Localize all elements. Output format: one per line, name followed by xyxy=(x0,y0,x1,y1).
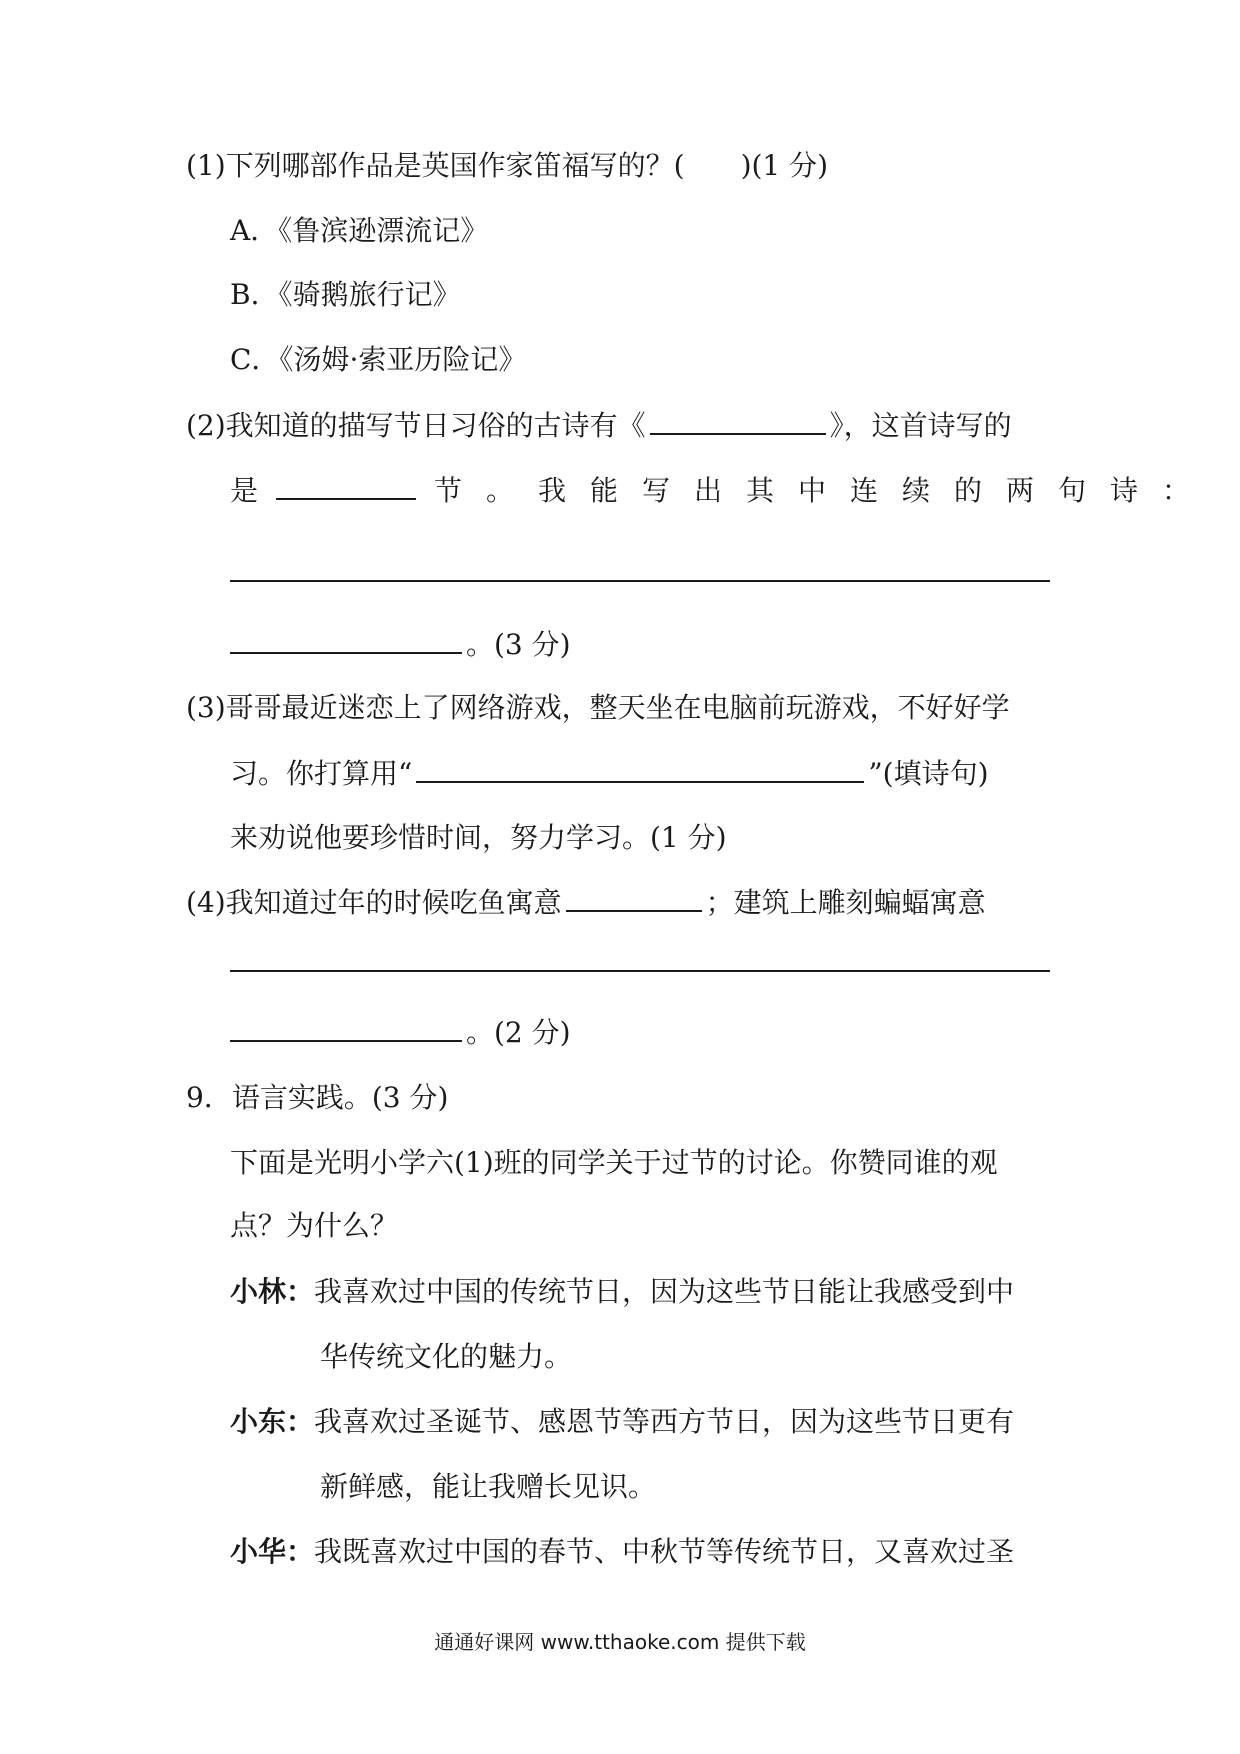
option-letter: C． xyxy=(230,343,280,376)
q8-sub4-line3 xyxy=(230,1012,571,1053)
q8-sub2-text-c: 是 xyxy=(230,474,259,507)
speaker-name: 小华： xyxy=(230,1535,315,1568)
poem-line-blank-2[interactable] xyxy=(230,624,462,654)
poem-title-blank[interactable] xyxy=(650,405,826,435)
q8-sub2-text-d: 节。我能写出其中连续的两句诗： xyxy=(434,474,1215,507)
q8-sub2-line2 xyxy=(230,470,1214,511)
bat-meaning-blank-1[interactable] xyxy=(230,970,1050,972)
q8-sub4-text-b: ；建筑上雕刻蝙蝠寓意 xyxy=(705,886,986,919)
q8-sub1-option-b xyxy=(230,275,461,315)
q9-title: 9．语言实践。(3 分) xyxy=(186,1081,449,1114)
bat-meaning-blank-2[interactable] xyxy=(230,1012,462,1042)
poem-quote-blank[interactable] xyxy=(416,753,864,783)
speaker-xiaodong-line1 xyxy=(230,1402,1014,1442)
q8-sub2-line1 xyxy=(186,405,1012,446)
q8-sub1-option-c xyxy=(230,340,526,380)
option-text: 《骑鹅旅行记》 xyxy=(278,278,461,311)
option-text: 《汤姆·索亚历险记》 xyxy=(279,343,527,376)
page-footer: 通通好课网 www.tthaoke.com 提供下载 xyxy=(434,1630,806,1654)
speaker-text: 我喜欢过中国的传统节日，因为这些节日能让我感受到中 xyxy=(314,1275,1015,1308)
option-text: 《鲁滨逊漂流记》 xyxy=(278,214,489,247)
speaker-text: 我既喜欢过中国的春节、中秋节等传统节日，又喜欢过圣 xyxy=(314,1535,1015,1568)
q9-prompt-line2: 点？为什么？ xyxy=(230,1209,399,1242)
speaker-xiaolin-line1 xyxy=(230,1272,1014,1312)
speaker-xiaohua-line1 xyxy=(230,1532,1014,1572)
q8-sub1-option-a xyxy=(230,211,488,251)
q8-sub2-line4 xyxy=(230,624,571,665)
q8-sub2-score: 。(3 分) xyxy=(466,628,571,661)
speaker-name: 小林： xyxy=(230,1275,315,1308)
speaker-name: 小东： xyxy=(230,1405,315,1438)
q8-sub2-text-b: 》，这首诗写的 xyxy=(829,409,1012,442)
q8-sub1-stem: (1)下列哪部作品是英国作家笛福写的？( )(1 分) xyxy=(186,149,829,182)
q8-sub3-text-b: ”(填诗句) xyxy=(868,757,989,790)
q8-sub4-text-a: (4)我知道过年的时候吃鱼寓意 xyxy=(186,886,562,919)
speaker-xiaolin-line2: 华传统文化的魅力。 xyxy=(320,1340,573,1373)
q8-sub3-line1: (3)哥哥最近迷恋上了网络游戏，整天坐在电脑前玩游戏，不好好学 xyxy=(186,691,1010,724)
q8-sub3-line3: 来劝说他要珍惜时间，努力学习。(1 分) xyxy=(230,821,727,854)
fish-meaning-blank[interactable] xyxy=(566,882,702,912)
q9-prompt-line1: 下面是光明小学六(1)班的同学关于过节的讨论。你赞同谁的观 xyxy=(230,1146,998,1179)
option-letter: B． xyxy=(230,278,279,311)
speaker-xiaodong-line2: 新鲜感，能让我赠长见识。 xyxy=(320,1470,657,1503)
speaker-text: 我喜欢过圣诞节、感恩节等西方节日，因为这些节日更有 xyxy=(314,1405,1015,1438)
q8-sub3-text-a: 习。你打算用“ xyxy=(230,757,413,790)
q8-sub4-score: 。(2 分) xyxy=(466,1016,571,1049)
festival-blank[interactable] xyxy=(276,470,416,500)
option-letter: A． xyxy=(230,214,279,247)
q8-sub4-line1 xyxy=(186,882,986,923)
q8-sub2-text-a: (2)我知道的描写节日习俗的古诗有《 xyxy=(186,409,646,442)
q8-sub3-line2 xyxy=(230,753,989,794)
poem-line-blank-1[interactable] xyxy=(230,580,1050,582)
